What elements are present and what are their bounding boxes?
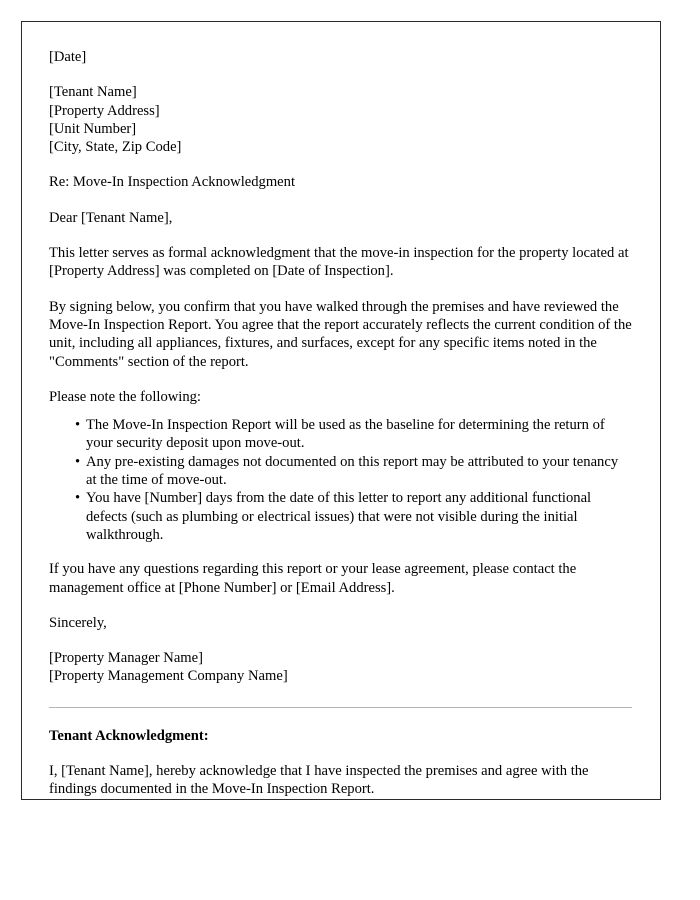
list-intro: Please note the following: xyxy=(49,388,201,405)
paragraph-2-block xyxy=(49,298,632,371)
recipient-city-state-zip: [City, State, Zip Code] xyxy=(49,139,182,156)
signature-manager-name: [Property Manager Name] xyxy=(49,650,203,667)
section-divider xyxy=(49,707,632,708)
list-item xyxy=(75,453,632,490)
bullet-point-icon: • xyxy=(75,453,81,470)
paragraph-1-block xyxy=(49,244,632,281)
paragraph-1: This letter serves as formal acknowledgment that the move-in inspection for the property located at [Property Address] was completed on [Date of Inspection]. xyxy=(49,245,629,280)
list-item xyxy=(75,416,632,453)
paragraph-3: If you have any questions regarding this report or your lease agreement, please contact the management office at [Phone Number] or [Email Address]. xyxy=(49,561,577,596)
list-item xyxy=(75,489,632,544)
acknowledgment-block xyxy=(49,762,632,799)
closing-salutation: Sincerely, xyxy=(49,614,107,631)
recipient-unit-number: [Unit Number] xyxy=(49,120,137,137)
signature-block xyxy=(49,649,632,686)
subject-line-block xyxy=(49,173,632,191)
list-item-text: Any pre-existing damages not documented on this report may be attributed to your tenancy at the time of move-out. xyxy=(86,453,619,489)
recipient-address-block xyxy=(49,83,632,156)
acknowledgment-heading: Tenant Acknowledgment: xyxy=(49,727,209,744)
closing-block xyxy=(49,614,632,632)
acknowledgment-text: I, [Tenant Name], hereby acknowledge that I have inspected the premises and agree with the findings documented in the Move-In Inspection Report. xyxy=(49,763,589,798)
notes-bullet-list xyxy=(49,416,632,544)
date-placeholder: [Date] xyxy=(49,49,87,65)
list-intro-block xyxy=(49,388,632,406)
subject-line: Re: Move-In Inspection Acknowledgment xyxy=(49,174,296,191)
document-body xyxy=(22,22,660,799)
salutation-block xyxy=(49,209,632,227)
recipient-tenant-name: [Tenant Name] xyxy=(49,84,137,101)
bullet-point-icon: • xyxy=(75,417,81,434)
list-item-text: The Move-In Inspection Report will be used as the baseline for determining the return of your security deposit upon move-out. xyxy=(86,417,605,452)
paragraph-3-block xyxy=(49,560,632,597)
bullet-point-icon: • xyxy=(75,490,81,507)
paragraph-2: By signing below, you confirm that you have walked through the premises and have reviewed the Move-In Inspection Report. You agree that the report accurately reflects the current condition of the unit, including all appliances, fixtures, and surfaces, except for any specific items noted in the "Comments" section of the report. xyxy=(49,298,632,370)
document-page xyxy=(21,21,661,800)
recipient-property-address: [Property Address] xyxy=(49,102,160,119)
salutation: Dear [Tenant Name], xyxy=(49,209,173,226)
signature-company-name: [Property Management Company Name] xyxy=(49,668,288,685)
list-item-text: You have [Number] days from the date of this letter to report any additional functional defects (such as plumbing or electrical issues) that were not visible during the initial walkthrough. xyxy=(86,490,592,543)
date-block xyxy=(49,48,632,66)
